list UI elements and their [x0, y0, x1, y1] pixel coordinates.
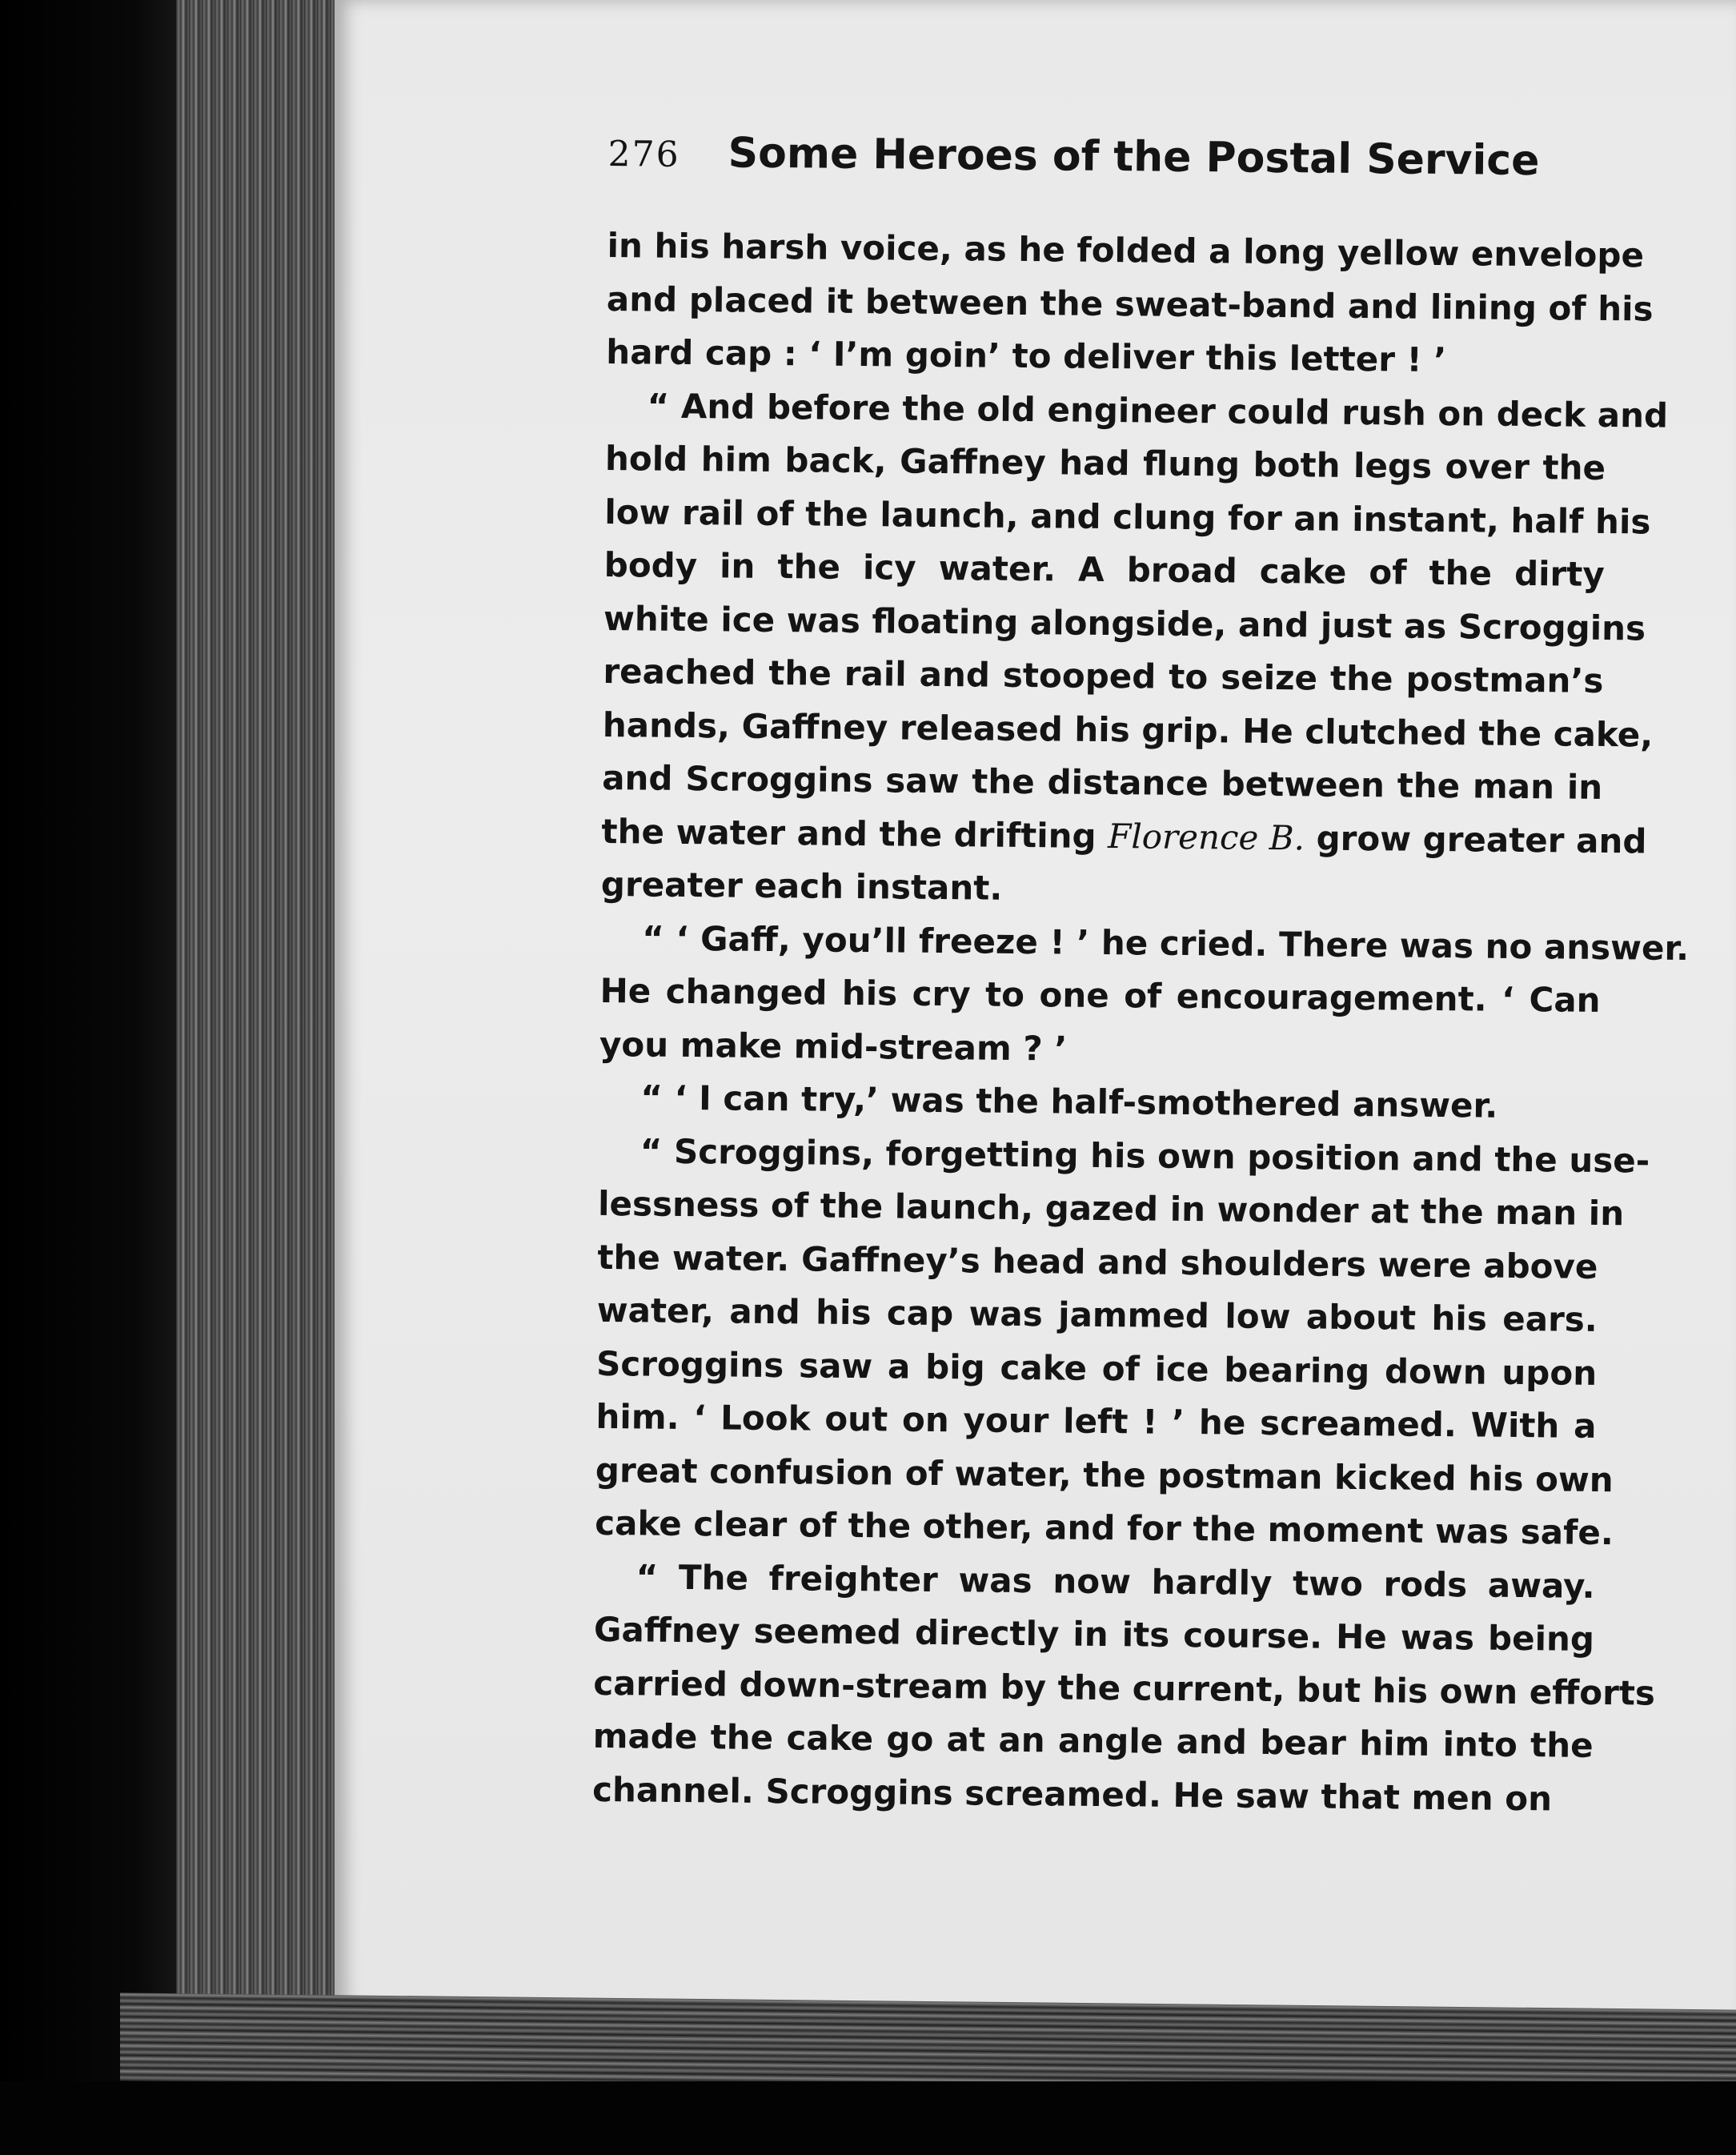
text-line: reached the rail and stooped to seize the postman’s — [603, 651, 1604, 700]
text-line: body in the icy water. A broad cake of the dirty — [603, 544, 1605, 594]
ship-name: Florence B. — [1107, 816, 1305, 857]
paragraph — [600, 379, 1669, 921]
text-line: hands, Gaffney released his grip. He clutched the cake, — [602, 704, 1654, 755]
text-line: white ice was floating alongside, and just as Scroggins — [603, 598, 1646, 648]
paragraph — [595, 1124, 1650, 1559]
text-line: the water. Gaffney’s head and shoulders were above — [597, 1237, 1598, 1286]
text-line: low rail of the launch, and clung for an instant, half his — [604, 492, 1651, 542]
text-line: hard cap : ‘ I’m goin’ to deliver this letter ! ’ — [606, 331, 1447, 380]
text-line: great confusion of water, the postman kicked his own — [595, 1450, 1614, 1499]
paragraph — [599, 911, 1690, 1081]
text-line: He changed his cry to one of encouragement. ‘ Can — [599, 970, 1601, 1020]
text-line: “ And before the old engineer could rush on deck and — [647, 385, 1669, 435]
text-line: “ ‘ I can try,’ was the half-smothered answer. — [640, 1078, 1498, 1126]
running-title: Some Heroes of the Postal Service — [728, 129, 1540, 186]
text-line: greater each instant. — [600, 864, 1003, 908]
text-line: “ Scroggins, forgetting his own position and the use- — [639, 1130, 1650, 1181]
page-text-block — [591, 128, 1690, 1826]
text-line: the water and the drifting Florence B. grow greater and — [601, 811, 1647, 861]
text-line: in his harsh voice, as he folded a long yellow envelope — [607, 225, 1645, 275]
text-line: him. ‘ Look out on your left ! ’ he screamed. With a — [595, 1396, 1597, 1446]
paragraph — [591, 1550, 1656, 1826]
text-line: made the cake go at an angle and bear him into the — [592, 1716, 1594, 1765]
text-line: “ The freighter was now hardly two rods away. — [635, 1556, 1595, 1606]
text-line: water, and his cap was jammed low about his ears. — [596, 1290, 1598, 1339]
text-line: and placed it between the sweat-band and lining of his — [606, 279, 1654, 329]
text-line: cake clear of the other, and for the moment was safe. — [595, 1503, 1614, 1553]
running-header — [607, 128, 1649, 202]
text-line: and Scroggins saw the distance between the man in — [601, 757, 1603, 807]
book-spine-shadow — [0, 0, 192, 2155]
page-number: 276 — [607, 133, 680, 175]
text-line: lessness of the launch, gazed in wonder at the man in — [597, 1183, 1625, 1234]
body-text — [591, 219, 1690, 1826]
text-line: Gaffney seemed directly in its course. He was being — [593, 1609, 1595, 1659]
scan-bottom-border — [0, 2081, 1736, 2155]
left-page-edges — [176, 0, 336, 2049]
text-line: “ ‘ Gaff, you’ll freeze ! ’ he cried. There was no answer. — [642, 917, 1690, 968]
text-line: carried down-stream by the current, but his own efforts — [593, 1663, 1656, 1713]
paragraph — [606, 219, 1654, 389]
text-line: Scroggins saw a big cake of ice bearing down upon — [595, 1343, 1598, 1393]
text-line: you make mid-stream ? ’ — [599, 1024, 1068, 1069]
paragraph — [599, 1071, 1640, 1134]
text-line: hold him back, Gaffney had flung both legs over the — [604, 438, 1606, 488]
text-line: channel. Scroggins screamed. He saw that men on — [591, 1769, 1553, 1818]
